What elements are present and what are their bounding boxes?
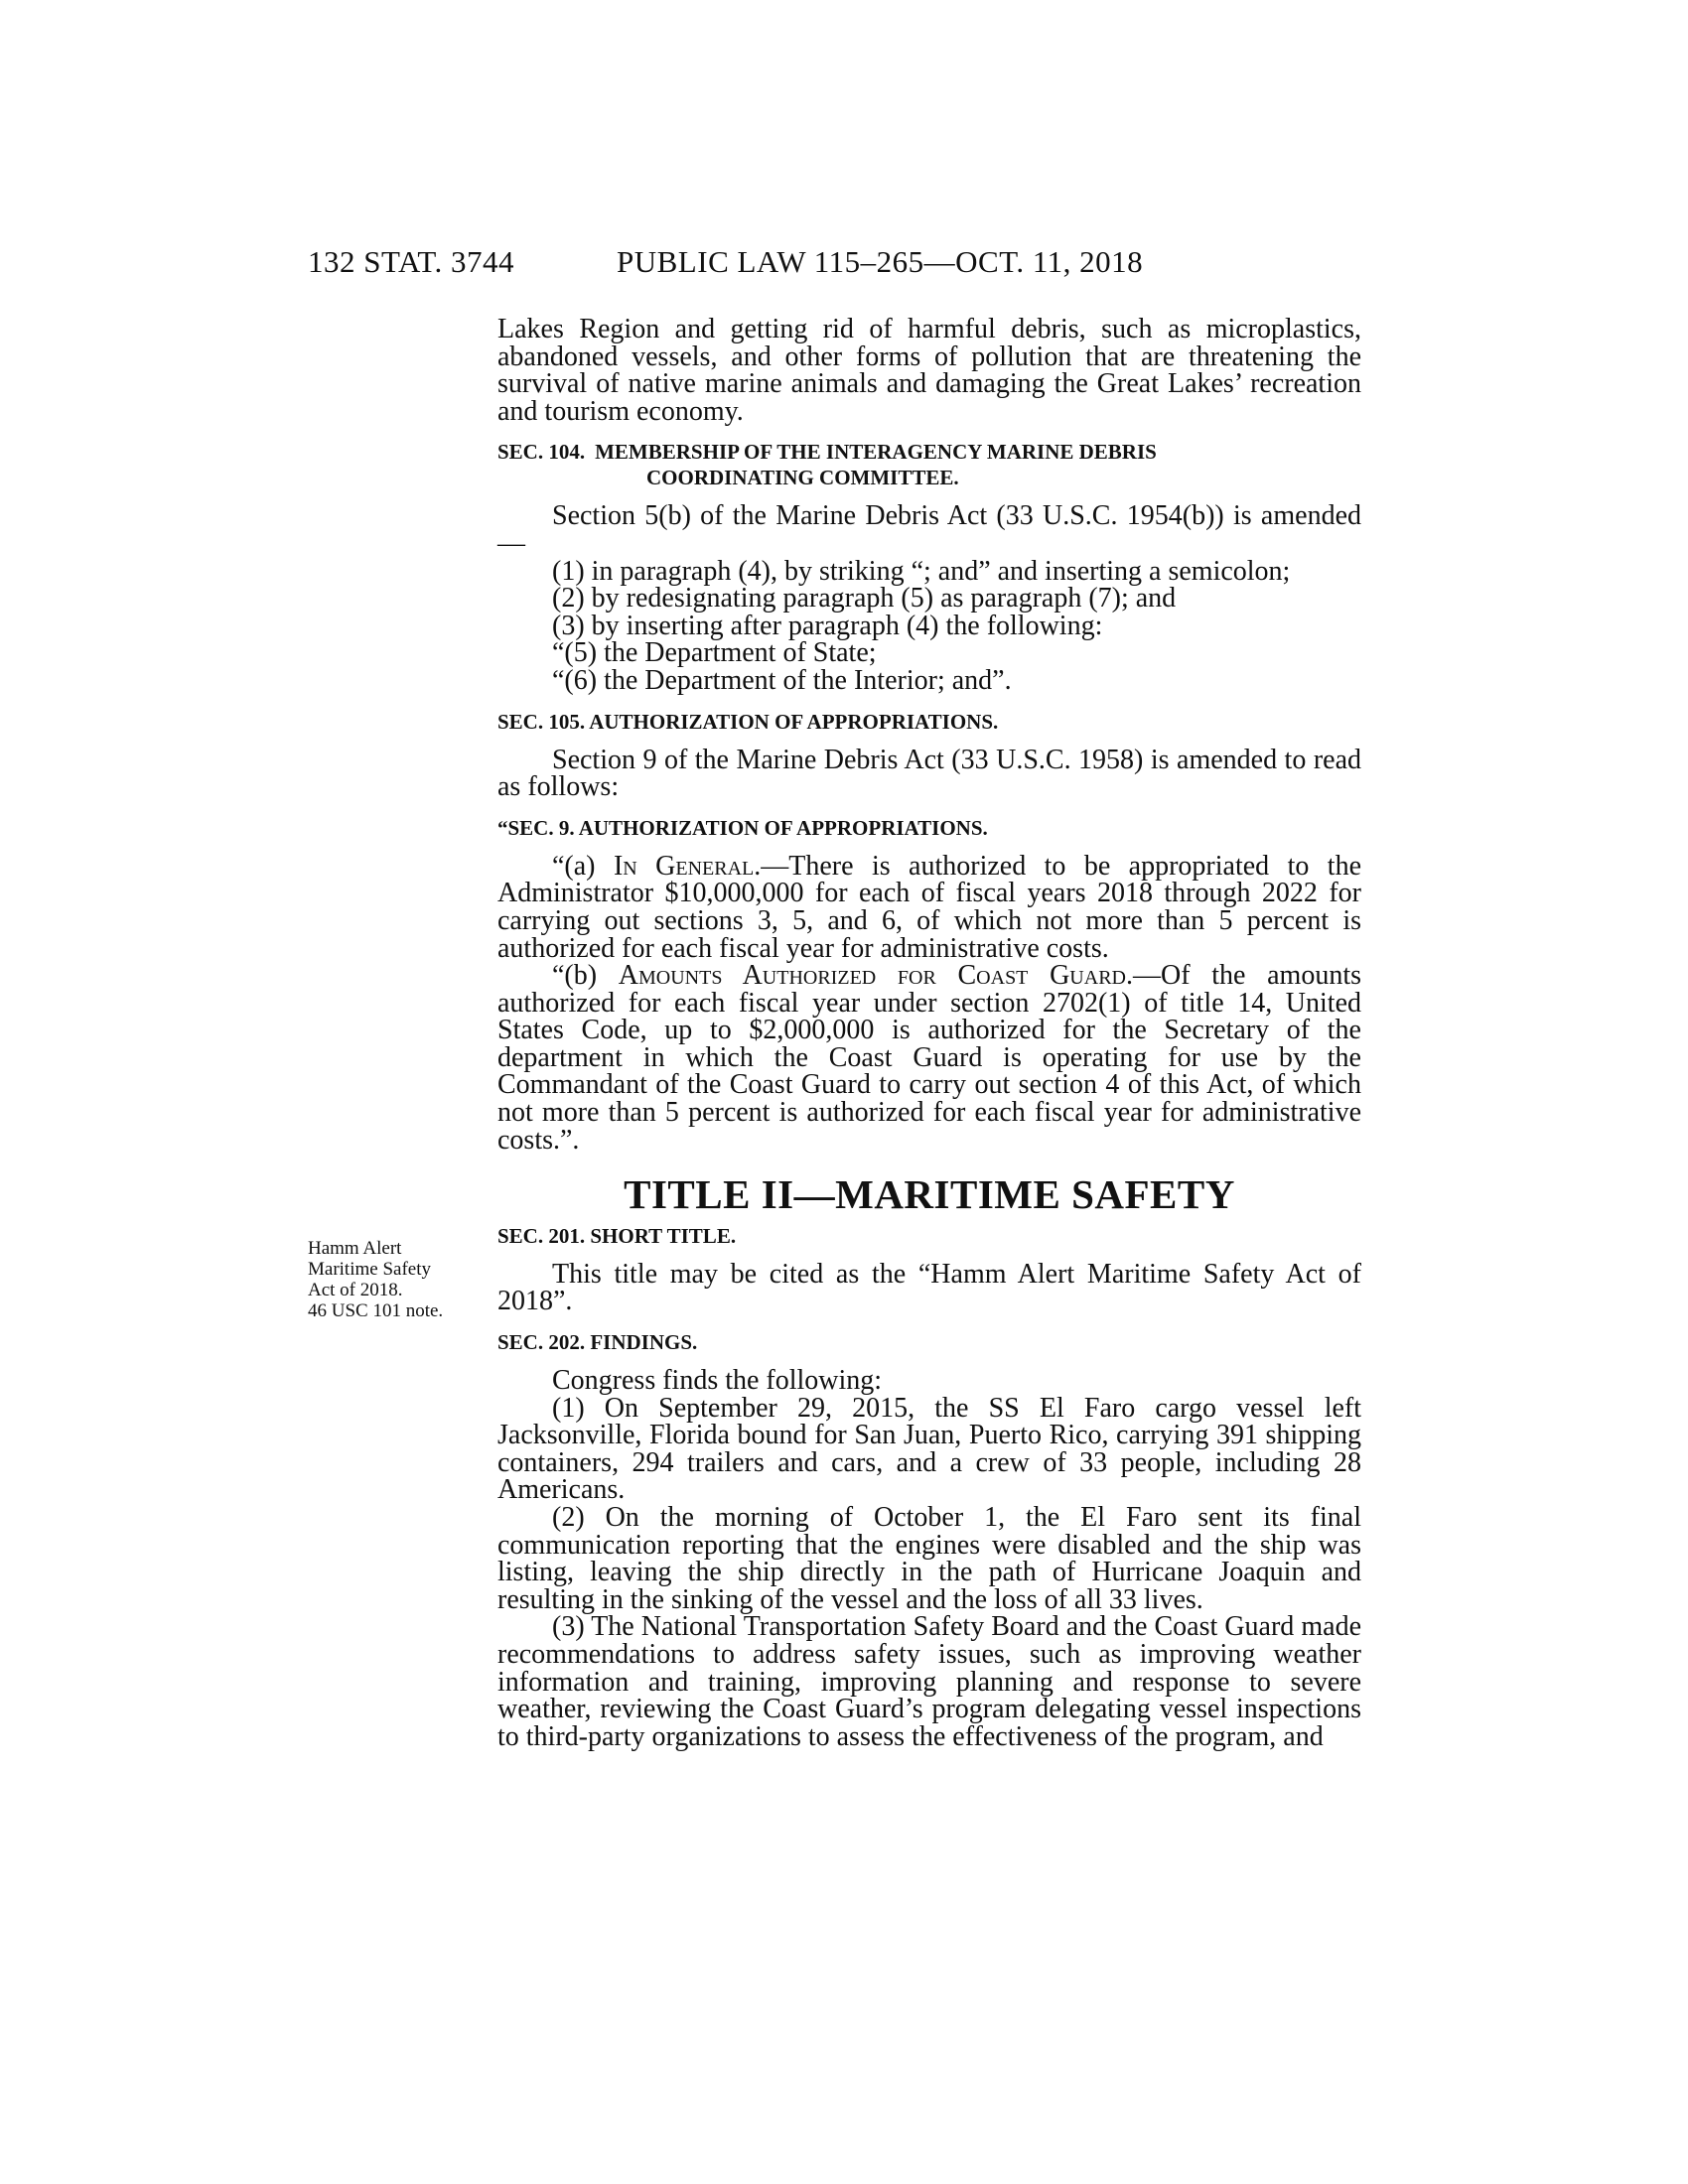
paragraph: Congress finds the following:	[552, 1365, 883, 1397]
sec-201-heading: SEC. 201. SHORT TITLE.	[497, 1223, 737, 1248]
margin-note-line: 46 USC 101 note.	[308, 1300, 444, 1321]
margin-note-line: Act of 2018.	[308, 1280, 403, 1300]
intro-paragraph: Lakes Region and getting rid of harmful debris, such as microplastics, abandoned vessels, and other forms of pollution that are threatening the survival of native marine animals and damaging the Great Lakes’ recreation and tourism economy.	[497, 314, 1361, 427]
title-heading: TITLE II—MARITIME SAFETY	[624, 1171, 1235, 1218]
margin-note-line: Hamm Alert	[308, 1238, 402, 1259]
paragraph: Section 9 of the Marine Debris Act (33 U.S.C. 1958) is amended to read as follows:	[497, 744, 1361, 803]
finding-item: (3) The National Transportation Safety Board and the Coast Guard made recommendations to address safety issues, such as improving weather information and training, improving planning and response to severe weather, reviewing the Coast Guard’s program delegating vessel inspections to third-party organizations to assess the effectiveness of the program, and	[497, 1611, 1361, 1752]
sec-202-heading: SEC. 202. FINDINGS.	[497, 1330, 698, 1355]
subsection-caption: In General	[613, 850, 755, 882]
section-title-continued: COORDINATING COMMITTEE.	[646, 466, 959, 490]
finding-item: (2) On the morning of October 1, the El Faro sent its final communication reporting that the engines were disabled and the ship was listing, leaving the ship directly in the path of Hurricane Joaquin and resulting in the sinking of the vessel and the loss of all 33 lives.	[497, 1502, 1361, 1615]
section-title: MEMBERSHIP OF THE INTERAGENCY MARINE DEBRIS	[595, 440, 1157, 465]
sec-105-heading: SEC. 105. AUTHORIZATION OF APPROPRIATIONS.	[497, 709, 999, 734]
subsection-a: “(a) In General.—There is authorized to be appropriated to the Administrator $10,000,000 for each of fiscal years 2018 through 2022 for carrying out sections 3, 5, and 6, of which not more than 5 percent is authorized for each fiscal year for administrative costs.	[497, 850, 1361, 964]
list-item: “(6) the Department of the Interior; and”.	[552, 664, 1012, 696]
list-item: (1) in paragraph (4), by striking “; and” and inserting a semicolon;	[552, 555, 1291, 587]
sec-104-heading	[497, 439, 1361, 490]
document-body	[497, 316, 1361, 1750]
public-law-title: PUBLIC LAW 115–265—OCT. 11, 2018	[617, 244, 1144, 279]
paragraph: Section 5(b) of the Marine Debris Act (33 U.S.C. 1954(b)) is amended—	[497, 500, 1361, 559]
list-item: “(5) the Department of State;	[552, 637, 877, 669]
section-number: SEC. 104.	[497, 440, 586, 465]
subsection-b: “(b) Amounts Authorized for Coast Guard.—Of the amounts authorized for each fiscal year under section 2702(1) of title 14, United States Code, up to $2,000,000 is authorized for the Secretary of the department in which the Coast Guard is operating for use by the Commandant of the Coast Guard to carry out section 4 of this Act, of which not more than 5 percent is authorized for each fiscal year for administrative costs.”.	[497, 960, 1361, 1156]
page-header	[308, 244, 1301, 284]
paragraph: This title may be cited as the “Hamm Alert Maritime Safety Act of 2018”.	[497, 1258, 1361, 1317]
list-item: (3) by inserting after paragraph (4) the following:	[552, 610, 1103, 641]
margin-note	[308, 1238, 487, 1321]
finding-item: (1) On September 29, 2015, the SS El Faro cargo vessel left Jacksonville, Florida bound for San Juan, Puerto Rico, carrying 391 shipping containers, 294 trailers and cars, and a crew of 33 people, including 28 Americans.	[497, 1392, 1361, 1506]
margin-note-line: Maritime Safety	[308, 1259, 431, 1280]
sec-9-heading: “SEC. 9. AUTHORIZATION OF APPROPRIATIONS.	[497, 815, 988, 840]
subsection-caption: Amounts Authorized for Coast Guard	[618, 960, 1126, 992]
stat-citation: 132 STAT. 3744	[308, 244, 515, 279]
list-item: (2) by redesignating paragraph (5) as paragraph (7); and	[552, 583, 1177, 614]
